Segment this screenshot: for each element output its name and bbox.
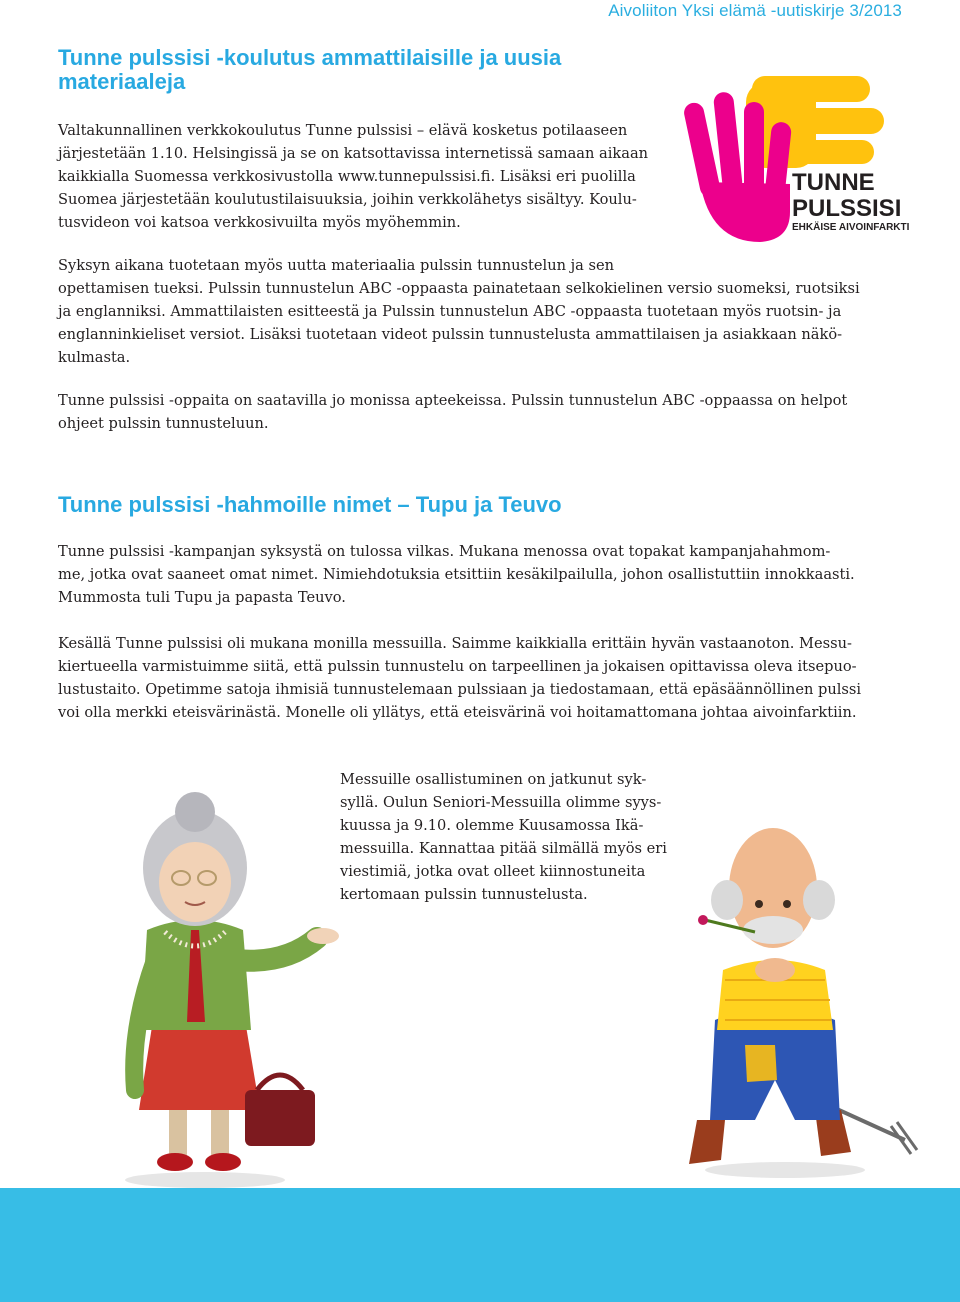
section1-paragraph-2 (58, 254, 918, 369)
section1-title (58, 46, 658, 94)
text-line: tusvideon voi katsoa verkkosivuilta myös myöhemmin. (58, 214, 461, 231)
logo-text-line2: PULSSISI (792, 195, 902, 222)
text-line: Tunne pulssisi -kampanjan syksystä on tulossa vilkas. Mukana menossa ovat topakat kampanjahahmom- (58, 543, 831, 560)
text-line: kertomaan pulssin tunnustelusta. (340, 886, 588, 903)
logo-tagline: EHKÄISE AIVOINFARKTI (792, 222, 910, 233)
text-line: kulmasta. (58, 349, 131, 366)
tunne-pulssisi-logo (690, 72, 910, 248)
text-line: järjestetään 1.10. Helsingissä ja se on katsottavissa internetissä samaan aikaan (58, 145, 649, 162)
section2-paragraph-3 (340, 768, 690, 906)
text-line: kiertueella varmistuimme siitä, että pulssin tunnustelu on tarpeellinen ja jokaisen opittavissa oleva itsepuo- (58, 658, 857, 675)
section2-title: Tunne pulssisi -hahmoille nimet – Tupu ja Teuvo (58, 492, 562, 517)
text-line: me, jotka ovat saaneet omat nimet. Nimiehdotuksia etsittiin kesäkilpailulla, johon osallistuttiin innokkaasti. (58, 566, 855, 583)
text-line: ja englanniksi. Ammattilaisten esitteestä ja Pulssin tunnustelun ABC -oppaasta tuotetaan myös ruotsin- ja (58, 303, 842, 320)
text-line: Tunne pulssisi -oppaita on saatavilla jo monissa apteekeissa. Pulssin tunnustelun ABC -oppaassa on helpot (58, 392, 848, 409)
section1-paragraph-3 (58, 389, 918, 435)
section1-title-line2: materiaaleja (58, 69, 186, 94)
logo-text-line1: TUNNE (792, 169, 875, 196)
section1-title-line1: Tunne pulssisi -koulutus ammattilaisille ja uusia (58, 45, 562, 70)
text-line: viestimiä, jotka ovat olleet kiinnostuneita (340, 863, 646, 880)
text-line: opettamisen tueksi. Pulssin tunnustelun ABC -oppaasta painatetaan selkokielinen versio suomeksi, ruotsiksi (58, 280, 860, 297)
text-line: englanninkieliset versiot. Lisäksi tuotetaan videot pulssin tunnustelusta ammattilaisen ja asiakkaan näkö- (58, 326, 843, 343)
text-line: voi olla merkki eteisvärinästä. Monelle oli yllätys, että eteisvärinä voi hoitamattomana johtaa aivoinfarktiin. (58, 704, 857, 721)
grandma-figure-illustration (95, 790, 345, 1190)
newsletter-header: Aivoliiton Yksi elämä -uutiskirje 3/2013 (608, 1, 902, 20)
logo-text (792, 169, 910, 233)
section2-paragraph-1 (58, 540, 918, 609)
text-line: Syksyn aikana tuotetaan myös uutta materiaalia pulssin tunnustelun ja sen (58, 257, 615, 274)
section2-paragraph-2 (58, 632, 918, 724)
section1-paragraph-1 (58, 119, 678, 234)
grandpa-figure-illustration (665, 820, 920, 1180)
text-line: syllä. Oulun Seniori-Messuilla olimme syys- (340, 794, 662, 811)
text-line: Valtakunnallinen verkkokoulutus Tunne pulssisi – elävä kosketus potilaaseen (58, 122, 628, 139)
text-line: kuussa ja 9.10. olemme Kuusamossa Ikä- (340, 817, 644, 834)
text-line: Kesällä Tunne pulssisi oli mukana monilla messuilla. Saimme kaikkialla erittäin hyvän vastaanoton. Messu- (58, 635, 852, 652)
text-line: ohjeet pulssin tunnusteluun. (58, 415, 269, 432)
text-line: kaikkialla Suomessa verkkosivustolla www.tunnepulssisi.fi. Lisäksi eri puolilla (58, 168, 636, 185)
text-line: Suomea järjestetään koulutustilaisuuksia, joihin verkkolähetys sisältyy. Koulu- (58, 191, 637, 208)
bottom-color-band (0, 1188, 960, 1302)
text-line: lustustaito. Opetimme satoja ihmisiä tunnustelemaan pulssiaan ja tiedostamaan, että epäsäännöllinen pulssi (58, 681, 862, 698)
text-line: Messuille osallistuminen on jatkunut syk- (340, 771, 647, 788)
text-line: Mummosta tuli Tupu ja papasta Teuvo. (58, 589, 346, 606)
yellow-hand-icon (746, 76, 884, 168)
text-line: messuilla. Kannattaa pitää silmällä myös eri (340, 840, 667, 857)
